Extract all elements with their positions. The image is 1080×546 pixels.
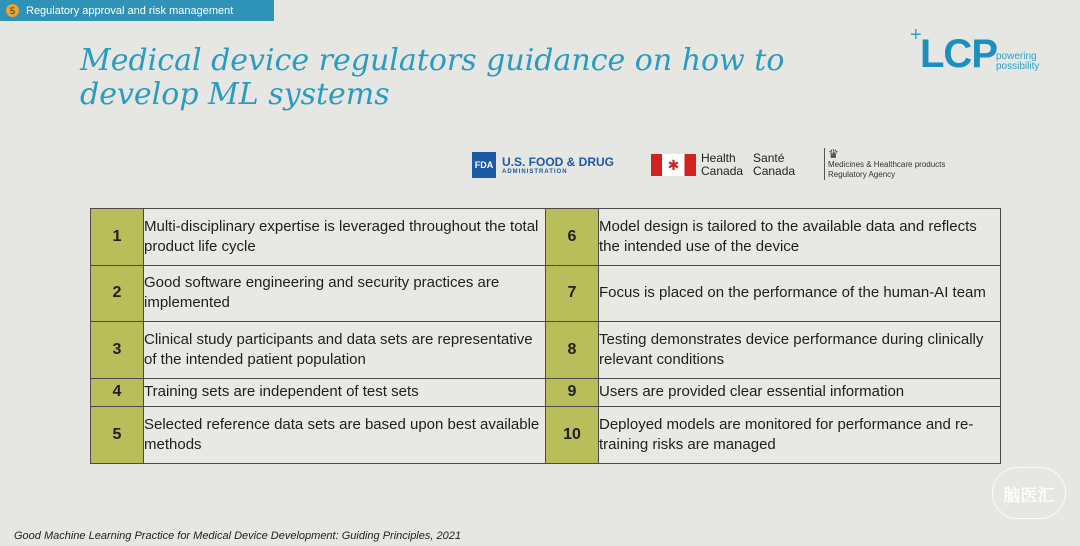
lcp-wordmark: LCP	[920, 32, 997, 76]
principle-number: 4	[91, 378, 144, 407]
principles-table	[90, 208, 1001, 464]
watermark-logo: 脑医汇	[992, 467, 1066, 519]
principle-text: Multi-disciplinary expertise is leveraged throughout the total product life cycle	[144, 209, 546, 266]
principle-text: Good software engineering and security practices are implemented	[144, 265, 546, 322]
fda-badge: FDA	[472, 152, 496, 178]
hc-en-line1: Health	[701, 151, 736, 165]
principle-number: 2	[91, 265, 144, 322]
mhra-logo	[824, 148, 974, 180]
principle-number: 9	[546, 378, 599, 407]
crest-icon: ♛	[828, 147, 839, 161]
principle-text: Users are provided clear essential information	[599, 378, 1001, 407]
principle-number: 6	[546, 209, 599, 266]
principle-text: Deployed models are monitored for performance and re-training risks are managed	[599, 407, 1001, 464]
fda-sub: ADMINISTRATION	[502, 169, 568, 175]
principle-text: Testing demonstrates device performance during clinically relevant conditions	[599, 322, 1001, 379]
mhra-line1: Medicines & Healthcare products	[828, 160, 946, 169]
table-row	[91, 407, 1001, 464]
principle-number: 5	[91, 407, 144, 464]
fda-name: U.S. FOOD & DRUG	[502, 155, 615, 169]
table-row	[91, 378, 1001, 407]
source-citation: Good Machine Learning Practice for Medical Device Development: Guiding Principles, 2021	[14, 530, 461, 542]
principle-text: Training sets are independent of test sets	[144, 378, 546, 407]
principle-text: Model design is tailored to the available data and reflects the intended use of the device	[599, 209, 1001, 266]
regulator-logos	[0, 148, 1080, 184]
health-canada-logo	[651, 152, 795, 178]
lcp-tagline: powering possibility	[996, 51, 1040, 72]
hc-fr-line2: Canada	[753, 164, 796, 178]
table-row	[91, 265, 1001, 322]
plus-icon: +	[910, 24, 922, 46]
principle-number: 8	[546, 322, 599, 379]
lcp-logo	[910, 24, 1060, 76]
hc-en-line2: Canada	[701, 164, 744, 178]
principle-number: 10	[546, 407, 599, 464]
principle-number: 1	[91, 209, 144, 266]
fda-logo	[472, 152, 614, 178]
principle-text: Clinical study participants and data sets are representative of the intended patient population	[144, 322, 546, 379]
table-row	[91, 322, 1001, 379]
hc-fr-line1: Santé	[753, 151, 785, 165]
principle-text: Selected reference data sets are based upon best available methods	[144, 407, 546, 464]
section-label: Regulatory approval and risk management	[26, 4, 234, 17]
mhra-line2: Regulatory Agency	[828, 170, 896, 179]
principle-number: 3	[91, 322, 144, 379]
principle-text: Focus is placed on the performance of the human-AI team	[599, 265, 1001, 322]
slide-title: Medical device regulators guidance on how to develop ML systems	[80, 43, 785, 112]
principle-number: 7	[546, 265, 599, 322]
section-tag	[0, 0, 274, 21]
canada-flag-icon: ✱	[651, 154, 696, 176]
section-number-badge: 5	[6, 4, 19, 17]
table-row	[91, 209, 1001, 266]
